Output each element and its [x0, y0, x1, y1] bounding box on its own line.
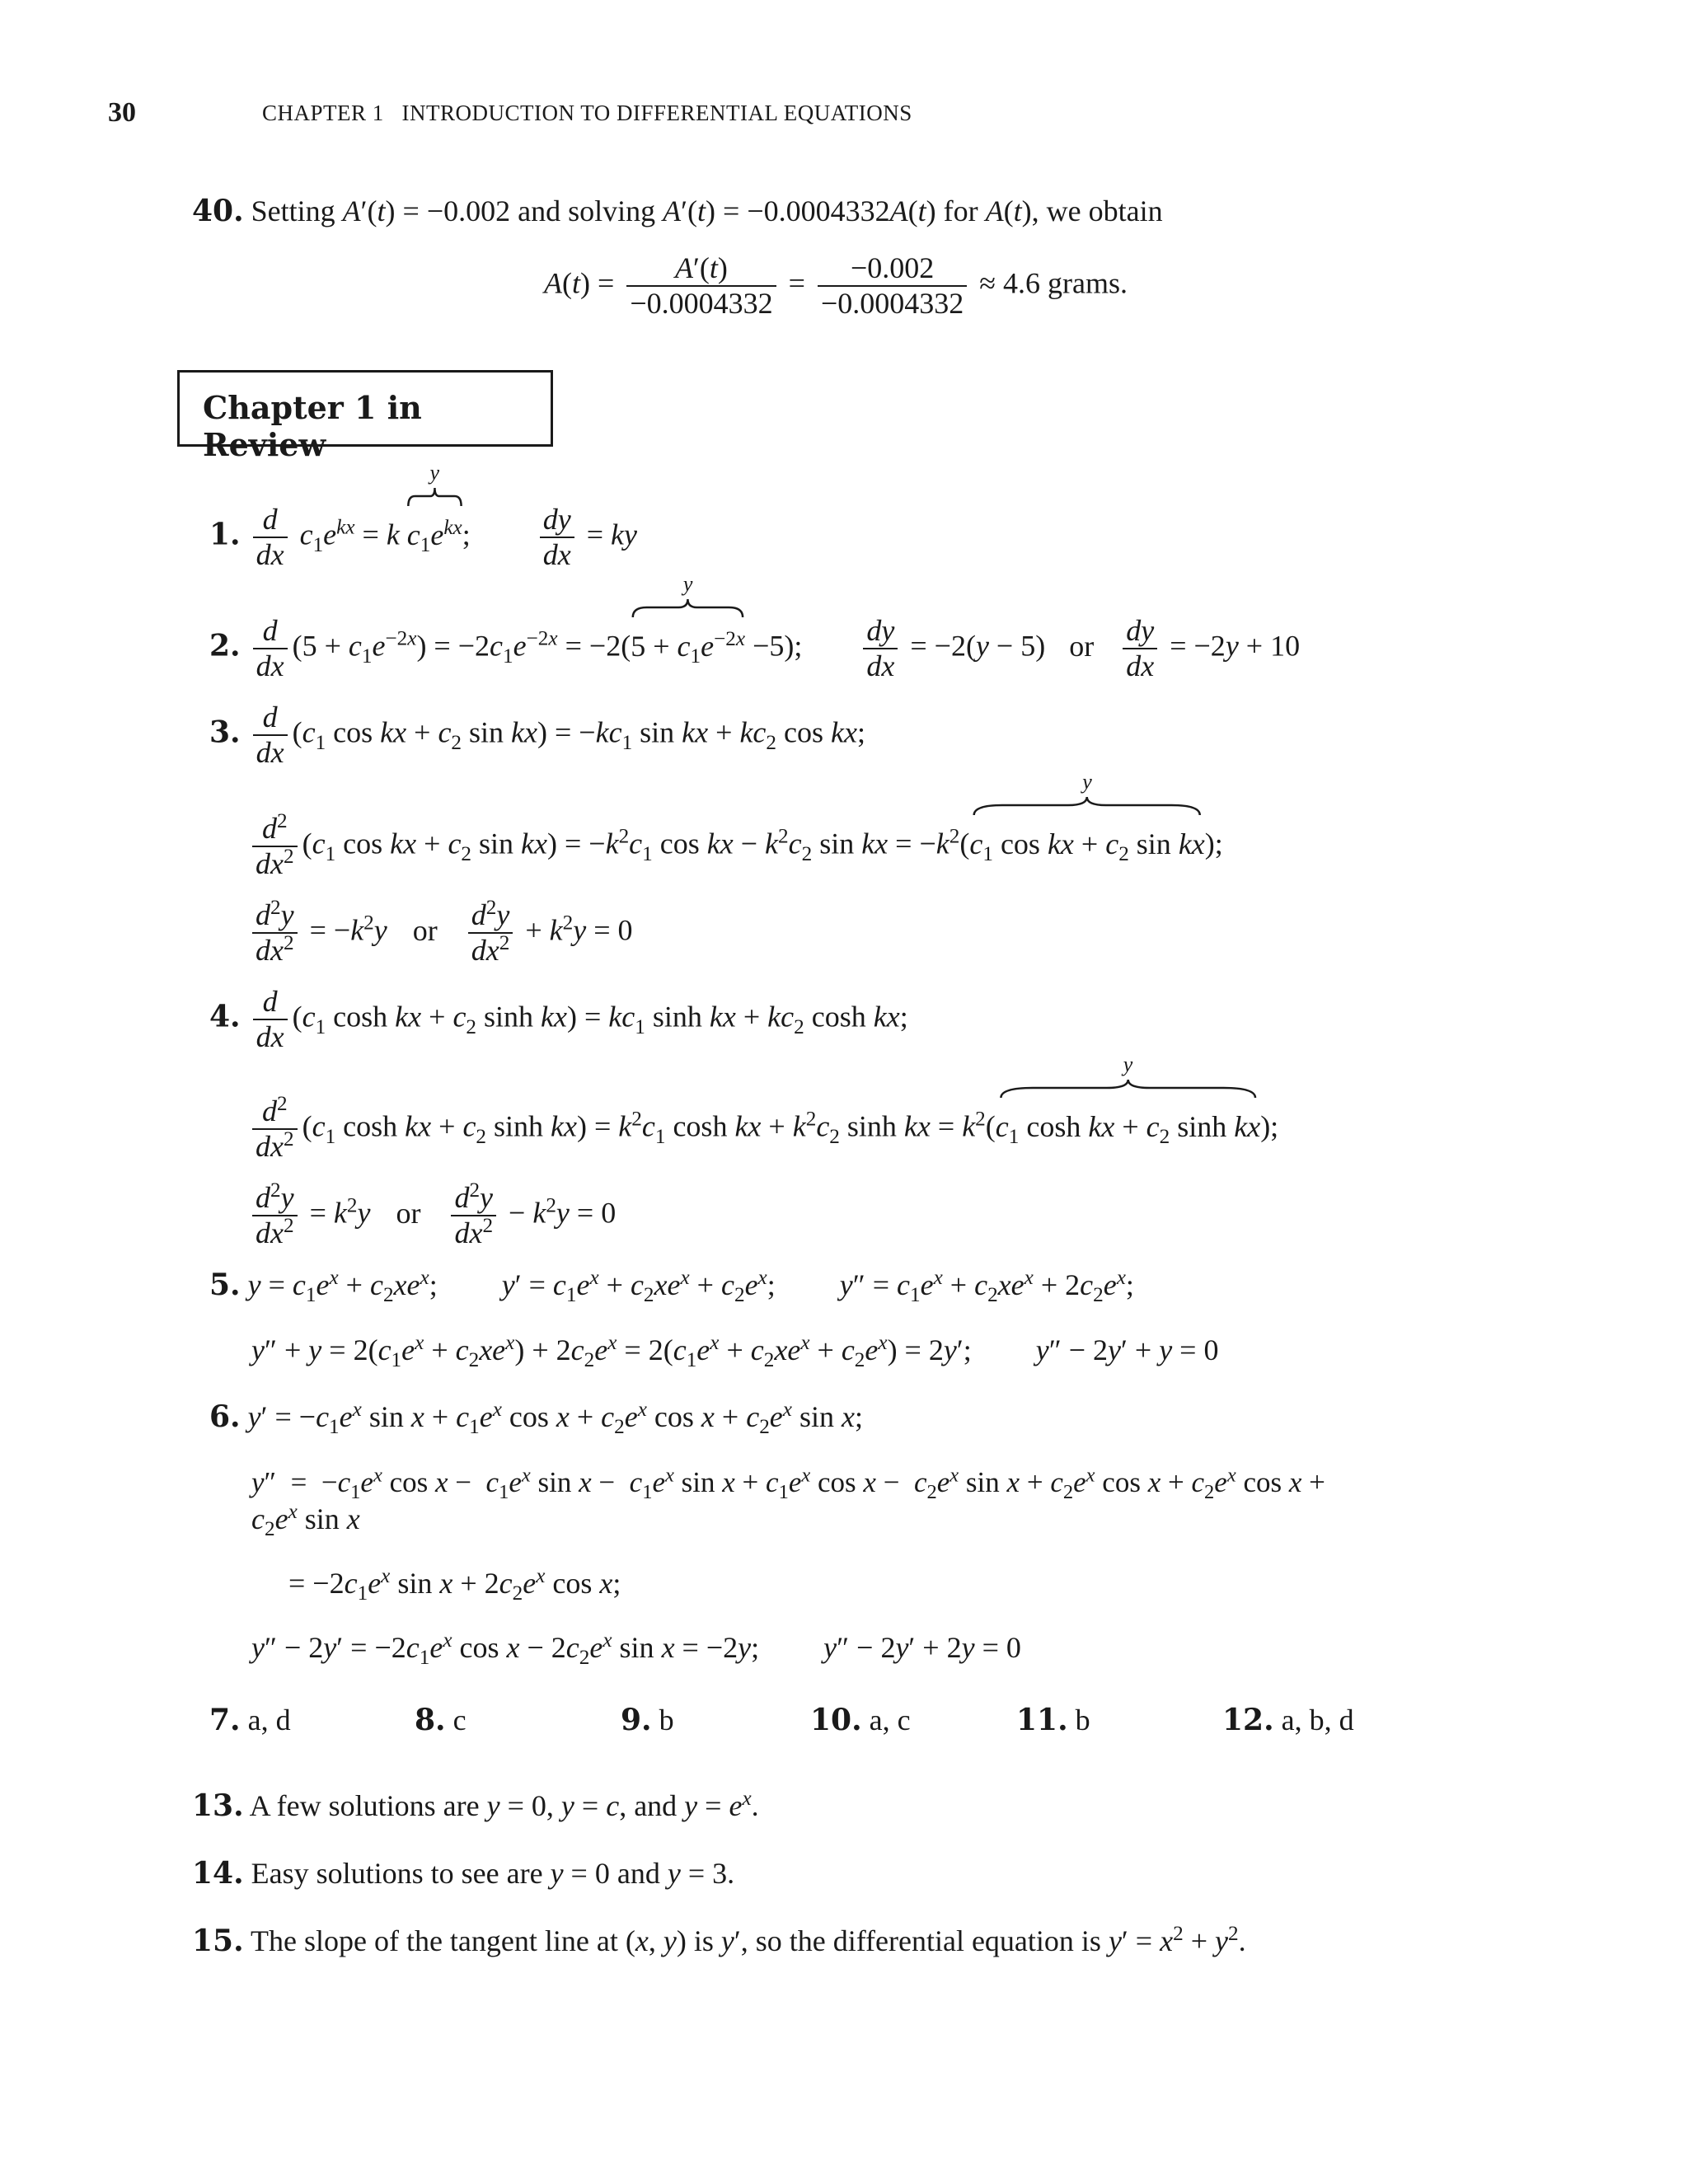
review-problem-4: 4. $\frac{d}{dx}$ ($c_1$ cosh kx + $c_2$ $\sinh kx) = kc_1$ sinh kx + $kc_2$ cosh kx;	[209, 985, 908, 1054]
problem-label: 4.	[209, 999, 241, 1034]
problem-label: 13.	[192, 1788, 244, 1823]
text: and solving	[518, 194, 656, 227]
answer-text: b	[1075, 1704, 1090, 1736]
review-problem-3-result: $\frac{d^2y}{dx^2}$ = $-k^2y$ or $\frac{d^2y}{dx^2}$ + $k^2y = 0$	[247, 898, 633, 968]
review-problem-6-second: $y'' = -c_1e^x$ $\cos x - c_1e^x$ $\sin x - c_1e^x$ $\sin x + c_1e^x$ $\cos x - c_2e^x$ $\sin x + c_2e^x$ $\cos x + c_2e^x$ cos x +	[251, 1464, 1325, 1503]
review-problem-14	[192, 1856, 734, 1891]
problem-label: 2.	[209, 628, 241, 663]
answer-11	[1016, 1703, 1090, 1738]
problem-label: 8.	[415, 1703, 446, 1737]
text: Setting	[251, 194, 335, 227]
answer-text: b	[659, 1704, 674, 1736]
review-problem-4-result: $\frac{d^2y}{dx^2}$ = $k^2y$ or $\frac{d^2y}{dx^2}$ − $k^2y = 0$	[247, 1181, 616, 1251]
problem-40-statement	[192, 194, 1163, 229]
review-problem-6-result: $y'' - 2y' = -2c_1e^x$ $\cos x - 2c_2e^x$ sin x = −2y; y″ − 2y′ + 2y = 0	[251, 1629, 1021, 1670]
equation: y = 3.	[667, 1857, 735, 1890]
problem-label: 6.	[209, 1399, 241, 1434]
page-number: 30	[108, 97, 136, 128]
answer-12	[1222, 1703, 1354, 1738]
text: A few solutions are	[249, 1789, 480, 1822]
answer-text: a, b, d	[1281, 1704, 1354, 1736]
or-word: or	[396, 1196, 421, 1230]
review-problem-3: 3. $\frac{d}{dx}$ ($c_1$ cos kx + $c_2$ $\sin kx) = -kc_1$ sin kx + $kc_2$ cos kx;	[209, 701, 865, 770]
or-word: or	[1069, 629, 1095, 663]
running-head: CHAPTER 1 INTRODUCTION TO DIFFERENTIAL EQUATIONS	[262, 101, 912, 125]
review-problem-4-second: $\frac{d^2}{dx^2}$ ($c_1$ cosh kx + $c_2$ $\sinh kx) = k^2c_1$ cosh kx + $k^2c_2$ sinh kx = $k^2$( y $c_1$ cosh kx + $c_2$ sinh kx);	[247, 1094, 1278, 1165]
text: The slope of the tangent line at	[251, 1924, 618, 1957]
problem-40-equation: A(t) = $\frac{A'(t)}{-0.0004332}$ = $\frac{-0.002}{-0.0004332}$ ≈ 4.6 grams.	[544, 251, 1128, 321]
answer-8	[415, 1703, 467, 1738]
equation: y = 0, y = c,	[486, 1789, 627, 1822]
problem-label: 1.	[209, 517, 241, 552]
underbrace-y: y $c_1$ cosh kx + $c_2$ sinh kx	[995, 1052, 1261, 1148]
problem-label: 5.	[209, 1268, 241, 1302]
problem-label: 9.	[621, 1703, 652, 1737]
review-problem-5: 5. $y = c_1e^x + c_2xe^x$; $y' = c_1e^x + c_2xe^x + c_2e^x$; $y'' = c_1e^x + c_2xe^x + 2c_2e^x$;	[209, 1267, 1134, 1307]
underbrace-y: y $c_1$ cos kx + $c_2$ sin kx	[969, 769, 1205, 865]
problem-label: 12.	[1222, 1703, 1274, 1737]
review-problem-5-result: $y'' + y = 2(c_1e^x + c_2xe^x) + 2c_2e^x = 2(c_1e^x + c_2xe^x + c_2e^x) = 2y'$; y″ − 2y′ + y = 0	[251, 1332, 1219, 1372]
review-problem-15	[192, 1924, 1246, 1959]
review-problem-1: 1. $\frac{d}{dx}$ $c_1e^{kx} = k$ y $c_1e^{kx}$; $\frac{dy}{dx}$ = ky	[209, 460, 637, 572]
result-text: ≈ 4.6 grams.	[979, 266, 1128, 300]
equation: $y = e^x$.	[684, 1788, 759, 1822]
review-problem-6: 6. $y' = -c_1e^x$ $\sin x + c_1e^x$ $\cos x + c_2e^x$ $\cos x + c_2e^x$ sin x;	[209, 1399, 863, 1439]
equation: (x, y)	[625, 1924, 687, 1957]
problem-label: 15.	[192, 1924, 244, 1958]
answer-text: a, d	[247, 1704, 291, 1736]
equation: y′	[720, 1924, 741, 1957]
underbrace-y: y $c_1e^{kx}$	[406, 460, 462, 556]
equation: $y' = x^2 + y^2$.	[1108, 1923, 1246, 1957]
review-problem-13	[192, 1788, 759, 1824]
or-word: or	[412, 913, 438, 947]
text: Easy solutions to see are	[251, 1857, 543, 1890]
answer-text: c	[452, 1704, 467, 1736]
problem-label: 40.	[192, 194, 244, 228]
equation: A(t)	[985, 194, 1032, 227]
answer-text: a, c	[869, 1704, 911, 1736]
text: and	[617, 1857, 660, 1890]
text: for	[943, 194, 978, 227]
text: and	[634, 1789, 678, 1822]
answer-7	[209, 1703, 291, 1738]
underbrace-y: y $5 + c_1e^{-2x}$	[631, 571, 746, 668]
answer-10	[810, 1703, 911, 1738]
text: , we obtain	[1031, 194, 1163, 227]
review-problem-2: 2. $\frac{d}{dx}$ $(5 + c_1e^{-2x}) = -2c_1e^{-2x} = -2$( y $5 + c_1e^{-2x} -5$); $\frac{dy}{dx}$ = −2(y − 5) or $\frac{dy}{dx}$ = −2y + 10	[209, 571, 1301, 683]
review-problem-3-second: $\frac{d^2}{dx^2}$ ($c_1$ cos kx + $c_2$ $\sin kx) = -k^2c_1$ cos kx − $k^2c_2$ sin kx = $-k^2$( y $c_1$ cos kx + $c_2$ sin kx);	[247, 812, 1223, 882]
equation: A′(t) = −0.002	[342, 194, 511, 227]
section-title: Chapter 1 in Review	[203, 389, 422, 463]
equation: A′(t) = −0.0004332A(t)	[663, 194, 936, 227]
problem-label: 11.	[1016, 1703, 1068, 1737]
answer-9	[621, 1703, 674, 1738]
text: , so the differential equation is	[740, 1924, 1101, 1957]
problem-label: 7.	[209, 1703, 241, 1737]
review-problem-6-second-cont: $c_2e^x$ sin x	[251, 1501, 360, 1541]
equation: y = 0	[550, 1857, 610, 1890]
text: is	[693, 1924, 714, 1957]
problem-label: 10.	[810, 1703, 862, 1737]
problem-label: 3.	[209, 715, 241, 750]
review-problem-6-third: = $-2c_1e^x$ $\sin x + 2c_2e^x$ cos x;	[288, 1565, 621, 1605]
problem-label: 14.	[192, 1856, 244, 1891]
section-title-box	[177, 370, 553, 463]
